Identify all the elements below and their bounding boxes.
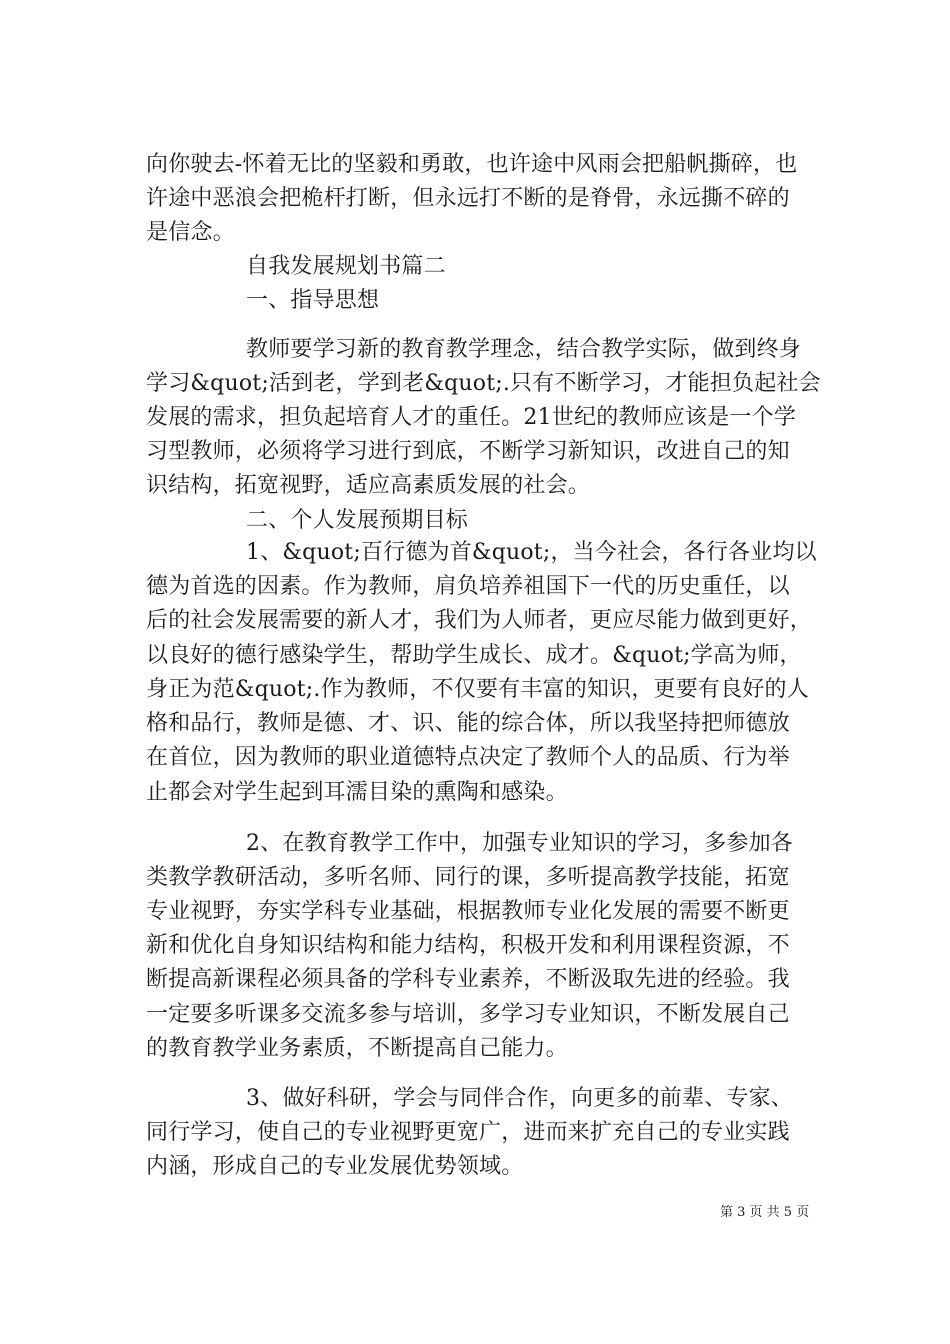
body-text-line: 后的社会发展需要的新人才，我们为人师者，更应尽能力做到更好， bbox=[146, 608, 813, 633]
body-text-line: 习型教师，必须将学习进行到底，不断学习新知识，改进自己的知 bbox=[146, 439, 790, 464]
body-text-line: 同行学习，使自己的专业视野更宽广，进而来扩充自己的专业实践 bbox=[146, 1120, 790, 1145]
body-text-line: 学习&quot;活到老，学到老&quot;.只有不断学习，才能担负起社会 bbox=[146, 371, 821, 396]
body-text-line: 身正为范&quot;.作为教师，不仅要有丰富的知识，更要有良好的人 bbox=[146, 677, 809, 702]
body-text-line: 许途中恶浪会把桅杆打断，但永远打不断的是脊骨，永远撕不碎的 bbox=[146, 186, 790, 211]
section-heading: 二、个人发展预期目标 bbox=[246, 508, 469, 533]
body-text-line: 的教育教学业务素质，不断提高自己能力。 bbox=[146, 1036, 568, 1061]
page-number: 第 3 页 共 5 页 bbox=[720, 1205, 810, 1220]
section-title: 自我发展规划书篇二 bbox=[246, 254, 446, 279]
body-text-line: 发展的需求，担负起培育人才的重任。21世纪的教师应该是一个学 bbox=[146, 405, 796, 430]
body-text-line: 内涵，形成自己的专业发展优势领域。 bbox=[146, 1154, 524, 1179]
body-text-line: 以良好的德行感染学生，帮助学生成长、成才。&quot;学高为师， bbox=[146, 643, 802, 668]
body-text-line: 专业视野，夯实学科专业基础，根据教师专业化发展的需要不断更 bbox=[146, 899, 790, 924]
body-text-line: 向你驶去-怀着无比的坚毅和勇敢，也许途中风雨会把船帆撕碎，也 bbox=[146, 152, 798, 177]
paragraph-first-line: 教师要学习新的教育教学理念，结合教学实际，做到终身 bbox=[246, 337, 802, 362]
body-text-line: 德为首选的因素。作为教师，肩负培养祖国下一代的历史重任，以 bbox=[146, 574, 790, 599]
body-text-line: 识结构，拓宽视野，适应高素质发展的社会。 bbox=[146, 473, 591, 498]
body-text-line: 新和优化自身知识结构和能力结构，积极开发和利用课程资源，不 bbox=[146, 933, 790, 958]
paragraph-first-line: 1、&quot;百行德为首&quot;，当今社会，各行各业均以 bbox=[246, 540, 817, 565]
body-text-line: 类教学教研活动，多听名师、同行的课，多听提高教学技能，拓宽 bbox=[146, 865, 790, 890]
body-text-line: 是信念。 bbox=[146, 220, 235, 245]
body-text-line: 断提高新课程必须具备的学科专业素养，不断汲取先进的经验。我 bbox=[146, 967, 790, 992]
body-text-line: 止都会对学生起到耳濡目染的熏陶和感染。 bbox=[146, 780, 568, 805]
body-text-line: 在首位，因为教师的职业道德特点决定了教师个人的品质、行为举 bbox=[146, 745, 790, 770]
body-text-line: 一定要多听课多交流多参与培训，多学习专业知识，不断发展自己 bbox=[146, 1002, 790, 1027]
body-text-line: 格和品行，教师是德、才、识、能的综合体，所以我坚持把师德放 bbox=[146, 711, 790, 736]
paragraph-first-line: 2、在教育教学工作中，加强专业知识的学习，多参加各 bbox=[246, 831, 793, 856]
paragraph-first-line: 3、做好科研，学会与同伴合作，向更多的前辈、专家、 bbox=[246, 1086, 793, 1111]
section-heading: 一、指导思想 bbox=[246, 288, 380, 313]
